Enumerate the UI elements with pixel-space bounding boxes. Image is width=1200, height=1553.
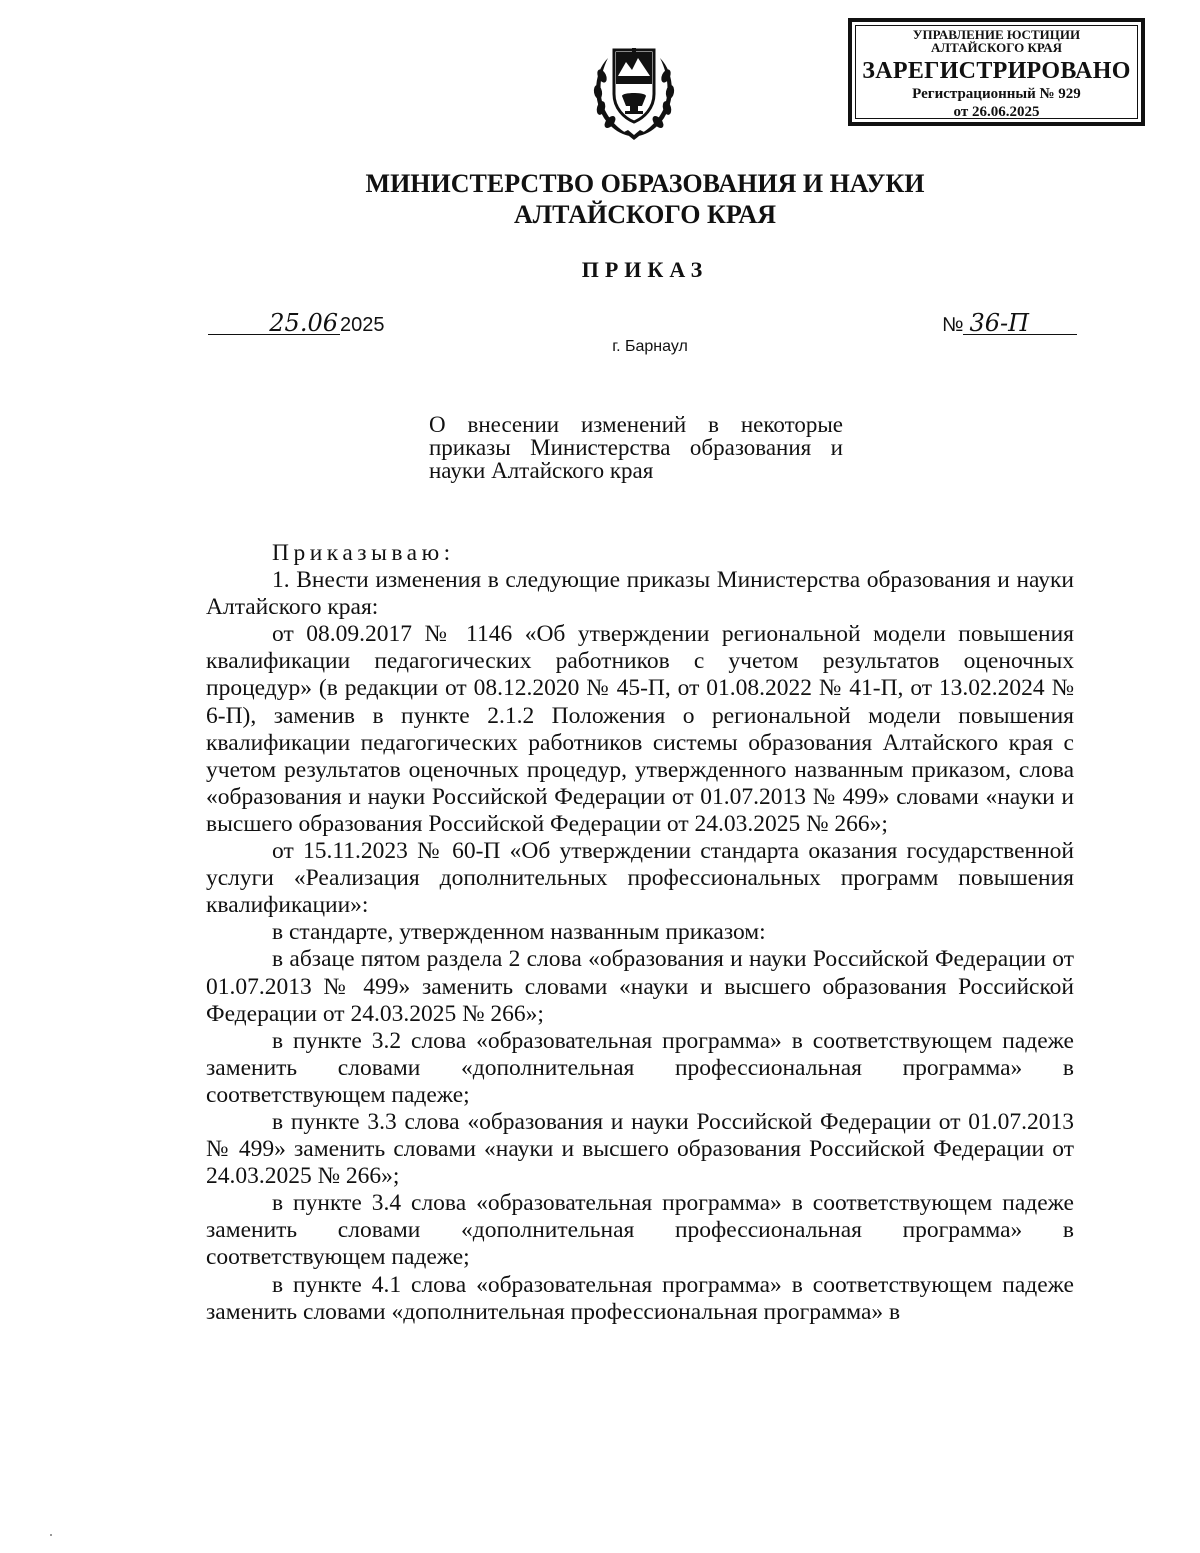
body-paragraph: в пункте 3.3 слова «образования и науки Российской Федерации от 01.07.2013 № 499» заменить словами «науки и высшего образования Российской Федерации от 24.03.2025 № 266»; [206,1108,1074,1190]
scan-speck [50,1534,52,1536]
order-body [206,540,1074,1326]
registration-stamp [848,18,1145,126]
number-prefix: № [942,314,964,336]
stamp-org [852,28,1141,54]
body-paragraph: в абзаце пятом раздела 2 слова «образования и науки Российской Федерации от 01.07.2013 № 499» заменить словами «науки и высшего образования Российской Федерации от 24.03.2025 № 266»; [206,946,1074,1027]
body-paragraph: 1. Внести изменения в следующие приказы Министерства образования и науки Алтайского края: [206,567,1074,621]
handwritten-number: 36-П [963,312,1077,335]
ministry-name [200,168,1090,230]
body-paragraph: в стандарте, утвержденном названным приказом: [272,919,766,946]
subject-line3: науки Алтайского края [429,458,654,483]
stamp-reg-date: от 26.06.2025 [953,104,1040,120]
order-directive: Приказываю: [272,540,455,566]
order-date [208,309,385,337]
handwritten-date: 25.06 [208,312,340,335]
stamp-org-line2: АЛТАЙСКОГО КРАЯ [931,40,1062,55]
body-paragraph: от 08.09.2017 № 1146 «Об утверждении региональной модели повышения квалификации педагогических работников с учетом результатов оценочных процедур» (в редакции от 08.12.2020 № 45-П, от 01.08.2022 № 41-П, от 13.02.2024 № 6-П), заменив в пункте 2.1.2 Положения о региональной модели повышения квалификации педагогических работников системы образования Алтайского края с учетом результатов оценочных процедур, утвержденного названным приказом, слова «образования и науки Российской Федерации от 01.07.2013 № 499» словами «науки и высшего образования Российской Федерации от 24.03.2025 № 266»; [206,621,1074,837]
subject-line2: приказы Министерства образования и [429,435,843,460]
body-paragraph: в пункте 3.2 слова «образовательная программа» в соответствующем падеже заменить словами «дополнительная профессиональная программа» в соответствующем падеже; [206,1027,1074,1108]
ministry-name-line2: АЛТАЙСКОГО КРАЯ [514,200,776,229]
order-subject [429,413,843,482]
order-year: 2025 [340,314,385,336]
order-number [942,309,1077,337]
city: г. Барнаул [612,338,688,355]
stamp-reg-number: Регистрационный № 929 [912,86,1081,102]
body-paragraph: в пункте 3.4 слова «образовательная программа» в соответствующем падеже заменить словами «дополнительная профессиональная программа» в соответствующем падеже; [206,1190,1074,1271]
stamp-org-line1: УПРАВЛЕНИЕ ЮСТИЦИИ [912,27,1081,42]
stamp-status: ЗАРЕГИСТРИРОВАНО [862,58,1131,84]
subject-line1: О внесении изменений в некоторые [429,412,843,437]
body-paragraph: от 15.11.2023 № 60-П «Об утверждении стандарта оказания государственной услуги «Реализация дополнительных профессиональных программ повышения квалификации»: [206,838,1074,919]
altai-krai-coat-of-arms-icon [588,36,680,140]
body-paragraph: в пункте 4.1 слова «образовательная программа» в соответствующем падеже заменить словами «дополнительная профессиональная программа» в [206,1271,1074,1325]
ministry-name-line1: МИНИСТЕРСТВО ОБРАЗОВАНИЯ И НАУКИ [365,169,925,198]
document-type: ПРИКАЗ [581,257,709,282]
